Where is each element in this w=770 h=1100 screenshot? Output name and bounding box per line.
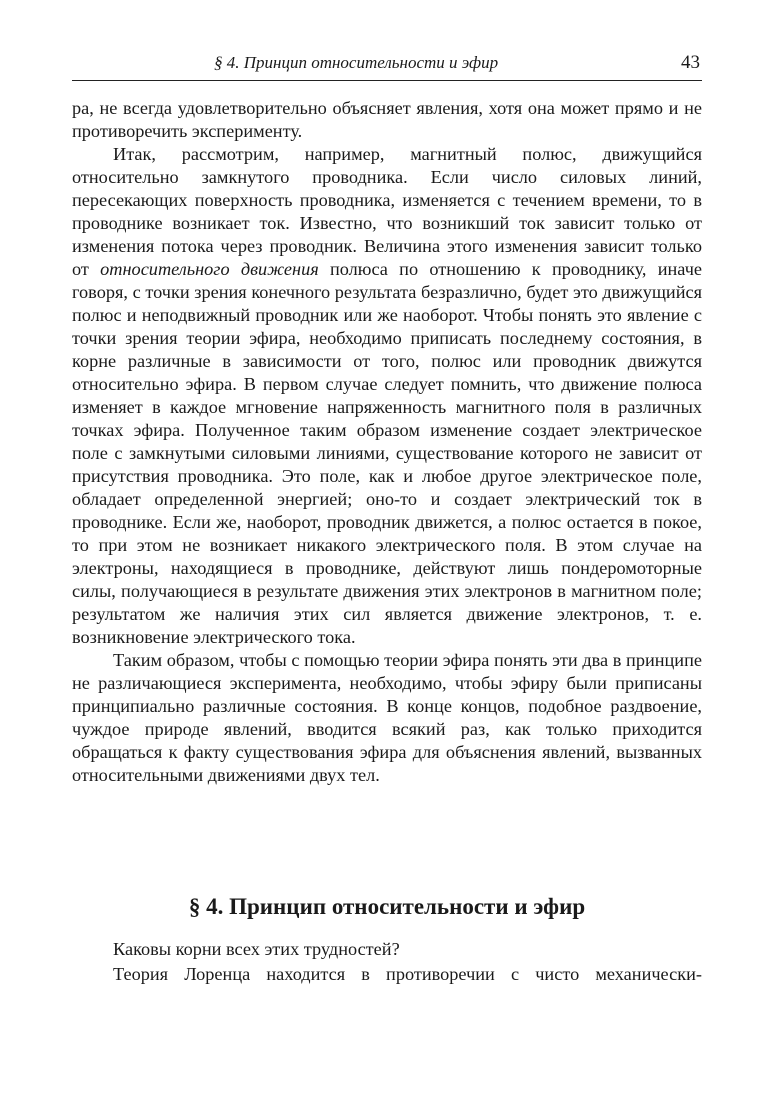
running-head [72, 50, 702, 81]
body-text [72, 97, 702, 787]
paragraph-magnetic-pole-part1: Итак, рассмотрим, например, магнитный полюс, движущийся относительно замкнутого проводника. Если число силовых линий, пересекающих поверхность проводника, изменяется с течением времени, то в проводнике возникает ток. Известно, что возникший ток зависит только от изменения потока через проводник. Величина этого изменения зависит только от [72, 144, 702, 279]
emphasis-relative-motion: относительного движения [100, 259, 319, 279]
paragraph-continued: ра, не всегда удовлетворительно объясняет явления, хотя она может прямо и не противоречить эксперименту. [72, 98, 702, 141]
section-text [72, 937, 702, 986]
paragraph-magnetic-pole [72, 143, 702, 649]
section-paragraph-start: Теория Лоренца находится в противоречии с чисто механически- [113, 963, 702, 984]
paragraph-conclusion: Таким образом, чтобы с помощью теории эфира понять эти два в принципе не различающиеся эксперимента, необходимо, чтобы эфиру были приписаны принципиально различные состояния. В конце концов, подобное раздвоение, чуждое природе явлений, вводится всякий раз, как только приходится обращаться к факту существования эфира для объяснения явлений, вызванных относительными движениями двух тел. [72, 650, 702, 785]
paragraph-magnetic-pole-part2: полюса по отношению к проводнику, иначе говоря, с точки зрения конечного результата безразлично, будет это движущийся полюс и неподвижный проводник или же наоборот. Чтобы понять это явление с точки зрения теории эфира, необходимо приписать последнему состояния, в корне различные в зависимости от того, полюс или проводник движутся относительно эфира. В первом случае следует помнить, что движение полюса изменяет в каждое мгновение напряженность магнитного поля в различных точках эфира. Полученное таким образом изменение создает электрическое поле с замкнутыми силовыми линиями, существование которого не зависит от присутствия проводника. Это поле, как и любое другое электрическое поле, обладает определенной энергией; оно-то и создает электрический ток в проводнике. Если же, наоборот, проводник движется, а полюс остается в покое, то при этом не возникает никакого электрического поля. В этом случае на электроны, находящиеся в проводнике, действуют лишь пондеромоторные силы, получающиеся в результате движения этих электронов в магнитном поле; результатом же наличия этих сил является движение электронов, т. е. возникновение электрического тока. [72, 259, 702, 647]
page-number: 43 [681, 52, 700, 73]
running-head-title: § 4. Принцип относительности и эфир [214, 53, 499, 72]
section-heading: § 4. Принцип относительности и эфир [188, 894, 586, 919]
section-question: Каковы корни всех этих трудностей? [113, 939, 400, 959]
